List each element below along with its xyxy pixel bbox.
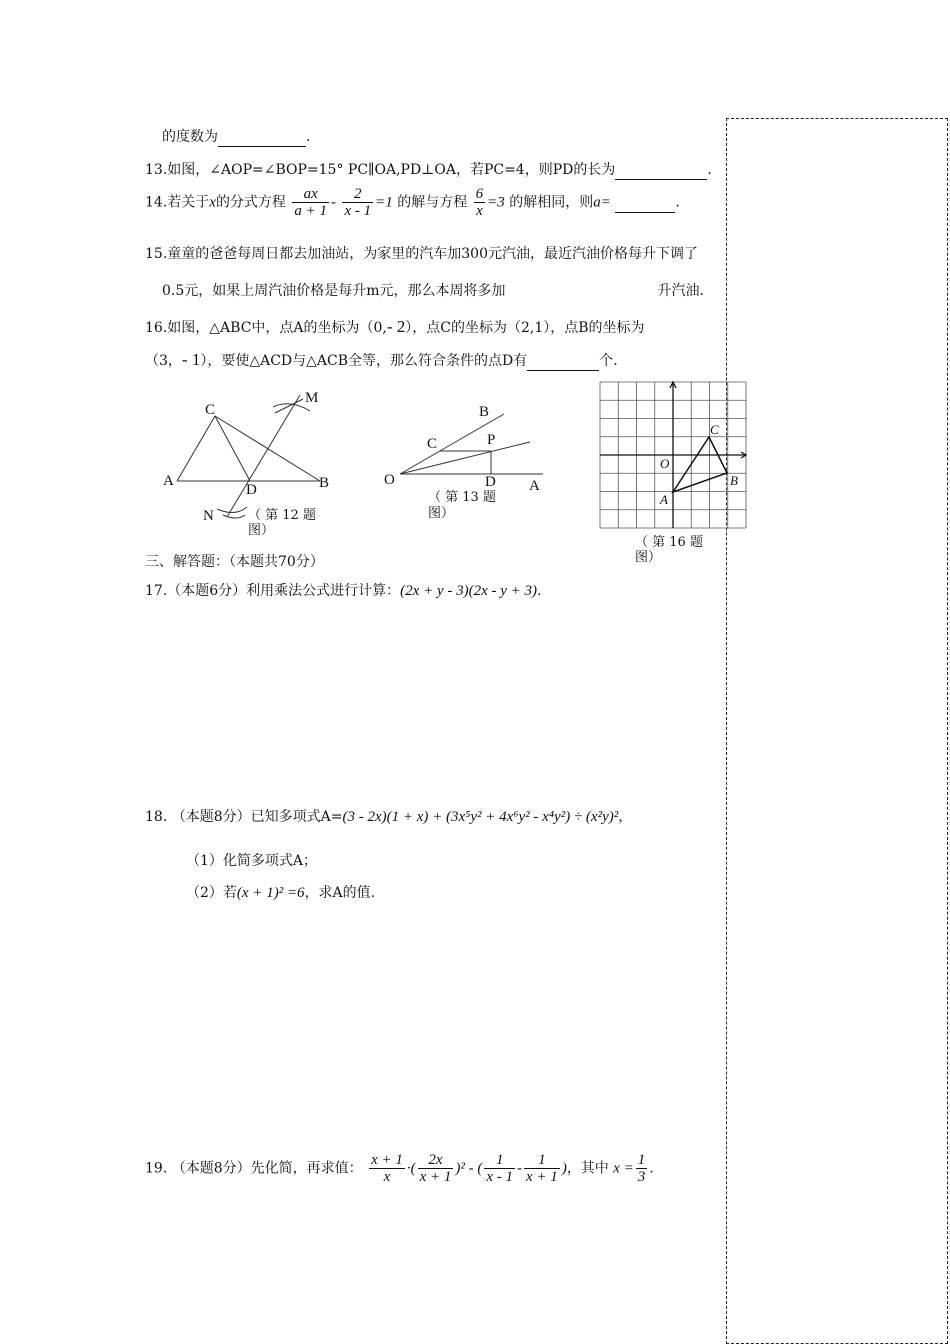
q14-mid: 的分式方程	[215, 194, 286, 211]
q17-text: 17.（本题6分）利用乘法公式进行计算：	[145, 583, 401, 599]
q14-answer-blank[interactable]	[615, 194, 675, 213]
q14-f1-num: ax	[303, 186, 318, 202]
q17	[145, 582, 541, 600]
fig12-label-d: D	[246, 482, 257, 498]
q19-f2-num: 2x	[428, 1152, 443, 1168]
figure-13	[380, 400, 555, 495]
q19-xv-num: 1	[637, 1152, 646, 1168]
q19-fraction-4	[524, 1152, 560, 1185]
q18-sub-2-b: ，求A的值.	[304, 885, 376, 901]
q19-fraction-2	[418, 1152, 454, 1185]
fig12-caption-2: 图）	[248, 523, 275, 538]
fig12-label-c: C	[205, 402, 216, 418]
q15-answer-space[interactable]	[506, 282, 658, 300]
fig12-side-ac	[177, 416, 215, 481]
q15-line-2	[162, 282, 704, 300]
binding-margin-box	[726, 118, 948, 1344]
q14-eq3: =3	[487, 194, 505, 211]
q19-fraction-1	[369, 1152, 405, 1185]
q16-line-2-a: （3，	[145, 353, 182, 369]
fig13-caption-2: 图）	[428, 506, 455, 521]
fig13-label-o: O	[384, 472, 395, 488]
q16-line-2-end: 个.	[599, 353, 618, 369]
q18-sub-2-expression: (x + 1)² =6	[236, 885, 305, 901]
q19-xv-den: 3	[637, 1169, 646, 1185]
q19-pow: )² - (	[455, 1160, 483, 1177]
q19	[145, 1152, 654, 1185]
q18-text: 18. （本题8分）已知多项式A=	[145, 809, 343, 825]
q19-text: 19. （本题8分）先化简，再求值：	[145, 1160, 363, 1177]
fig12-perpendicular-bisector	[227, 395, 300, 517]
q14-fraction-3	[474, 186, 486, 219]
fig12-label-a: A	[163, 473, 174, 489]
fig16-triangle-acb	[673, 437, 727, 492]
fig13-label-d: D	[485, 474, 496, 490]
q16-line-2-b: ），要使△ACD与△ACB全等，那么符合条件的点D有	[200, 353, 528, 369]
q19-dot: ·(	[406, 1160, 416, 1177]
q19-f1-den: x	[369, 1168, 405, 1185]
q14-f2-den: x - 1	[344, 203, 372, 219]
q14-var-a: a	[593, 194, 601, 211]
fig13-label-c: C	[427, 436, 438, 452]
q14-eq1: =1	[375, 194, 393, 211]
q19-f3-den: x - 1	[486, 1169, 514, 1185]
q14-mid3: 的解相同，则	[509, 194, 594, 211]
fig12-label-m: M	[305, 390, 319, 406]
q12-answer-blank[interactable]	[218, 128, 306, 147]
q14-f3-den: x	[474, 202, 486, 219]
fig13-caption-1: （ 第 13 题	[428, 490, 496, 505]
q14-end: .	[675, 194, 680, 211]
fig13-label-b: B	[479, 404, 490, 420]
q19-where: ，其中	[566, 1160, 609, 1177]
fig12-side-cd	[215, 416, 250, 481]
q18-expression: (3 - 2x)(1 + x) + (3x⁵y² + 4x⁶y² - x⁴y²) ÷ (x²y)²	[342, 809, 619, 825]
figure-16	[598, 380, 750, 532]
q13-end: .	[707, 162, 712, 178]
q13	[145, 161, 712, 180]
fig12-arc-n2	[223, 515, 245, 518]
q18	[145, 808, 632, 826]
q13-answer-blank[interactable]	[615, 161, 707, 180]
q19-close: )	[561, 1160, 567, 1177]
q17-expression: (2x + y - 3)(2x - y + 3)	[400, 583, 538, 599]
section-3-heading: 三、解答题：（本题共70分）	[145, 554, 324, 570]
q18-sub-2	[186, 884, 375, 902]
q16-line-2	[145, 351, 618, 371]
q14-f3-num: 6	[475, 186, 484, 202]
q18-end: ，	[618, 809, 633, 825]
q16-val-a: - 2	[386, 317, 406, 336]
fig12-label-n: N	[203, 508, 214, 524]
q14-prefix: 14.若关于	[145, 194, 210, 211]
fig12-label-b: B	[319, 475, 330, 491]
q13-text: 13.如图，∠AOP=∠BOP=15° PC∥OA,PD⊥OA，若PC=4，则PD的长为	[145, 162, 616, 178]
q12-text: 的度数为	[162, 129, 218, 145]
fig16-label-o: O	[660, 456, 670, 471]
q14-minus: -	[331, 194, 337, 211]
q16-answer-blank[interactable]	[527, 352, 599, 371]
fig13-ray-op	[400, 442, 530, 474]
q16-line-1-a: 16.如图，△ABC中，点A的坐标为（0,	[145, 320, 387, 336]
q12-end: .	[306, 129, 311, 145]
q19-f1-num: x + 1	[371, 1152, 403, 1168]
fig16-caption-2: 图）	[635, 550, 662, 565]
q15-line-2-text: 0.5元，如果上周汽油价格是每升m元，那么本周将多加	[162, 283, 506, 299]
figure-12	[155, 385, 345, 525]
q19-f3-num: 1	[495, 1152, 504, 1168]
q19-f2-den: x + 1	[419, 1169, 452, 1185]
q14-fraction-2	[342, 186, 373, 219]
q19-minus: -	[517, 1160, 523, 1177]
q19-end: .	[649, 1160, 654, 1177]
q16-line-1-b: ），点C的坐标为（2,1），点B的坐标为	[405, 320, 645, 336]
q14-mid2: 的解与方程	[397, 194, 468, 211]
q19-f4-den: x + 1	[526, 1169, 558, 1185]
q14-f1-den: a + 1	[294, 203, 328, 219]
q18-sub-2-a: （2）若	[186, 885, 237, 901]
q14-eq: =	[600, 194, 611, 211]
q14-fraction-1	[292, 186, 329, 219]
q17-end: .	[537, 583, 542, 599]
q14-f2-num: 2	[354, 186, 362, 202]
q16-line-1	[145, 318, 645, 337]
fig12-caption-1: （ 第 12 题	[248, 508, 316, 523]
fig16-label-b: B	[730, 473, 738, 488]
q19-x-value	[636, 1152, 648, 1185]
q18-sub-1: （1）化简多项式A；	[186, 853, 318, 869]
fig16-label-c: C	[710, 422, 719, 437]
q16-val-b: - 1	[181, 350, 201, 369]
q12-tail	[162, 128, 310, 147]
q19-f4-num: 1	[538, 1152, 546, 1168]
q15-line-2-end: 升汽油.	[657, 283, 704, 299]
fig16-caption-1: （ 第 16 题	[635, 535, 703, 550]
q14	[145, 186, 680, 219]
fig13-label-a: A	[529, 478, 540, 494]
q19-x-eq: x =	[613, 1160, 634, 1177]
q19-fraction-3	[484, 1152, 515, 1185]
fig16-label-a: A	[660, 492, 668, 507]
fig13-label-p: P	[487, 432, 496, 448]
q15-line-1: 15.童童的爸爸每周日都去加油站，为家里的汽车加300元汽油，最近汽油价格每升下调了	[145, 246, 698, 262]
q14-var-x: x	[209, 194, 216, 211]
